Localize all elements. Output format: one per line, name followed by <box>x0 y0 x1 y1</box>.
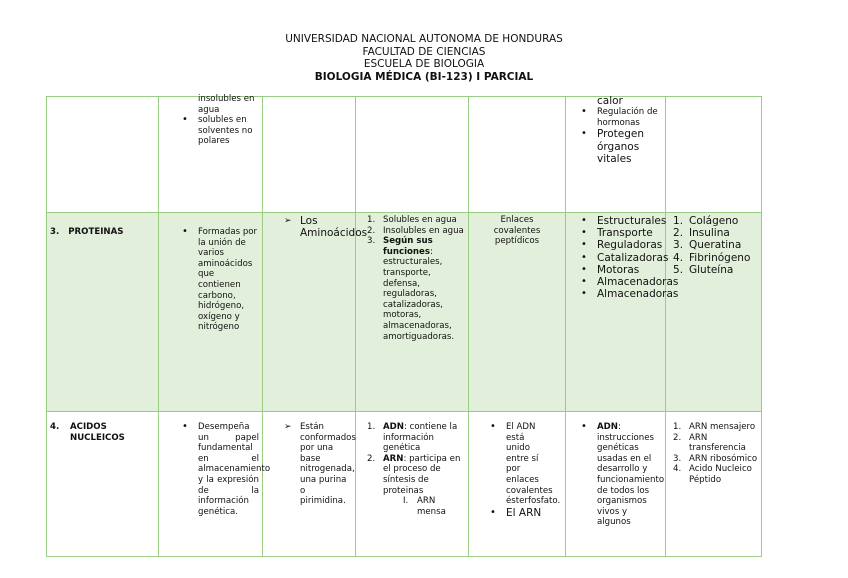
list-item: Colágeno <box>689 215 739 227</box>
list-item: • Regulación de hormonas <box>577 107 662 128</box>
list-item: • Protegen órganos vitales <box>577 128 662 165</box>
table-cell <box>469 213 566 412</box>
table-cell <box>469 97 566 213</box>
document-header <box>0 33 848 83</box>
school-name: ESCUELA DE BIOLOGIA <box>363 58 485 71</box>
list-item: Fibrinógeno <box>689 251 751 264</box>
table-cell <box>566 412 666 557</box>
table-cell <box>159 213 263 412</box>
list-item-text: : estructurales, transporte, defensa, reguladoras, catalizadoras, motoras, almacenadoras, amortiguadoras. <box>383 246 455 342</box>
list-item: • Desempeña un papel fundamental en el almacenamiento y la expresión de la información genética. <box>178 422 259 517</box>
list-item: • El ADN está unido entre sí por enlaces covalentes ésterfosfato. <box>486 422 548 507</box>
table-cell <box>566 213 679 412</box>
table-row <box>47 97 762 213</box>
bold-label: ARN <box>383 453 404 464</box>
biomolecules-table <box>46 96 762 557</box>
list-item: ➢ Los Aminoácidos <box>280 215 352 239</box>
list-item: • Catalizadoras <box>577 252 662 264</box>
bullet-list <box>162 227 259 333</box>
table-row <box>47 213 762 412</box>
list-item: • solubles en solventes no polares <box>178 115 259 147</box>
table-cell <box>666 97 762 213</box>
bullet-list <box>162 422 271 517</box>
row-number: 3. <box>50 227 60 237</box>
list-item: • Motoras <box>577 264 662 276</box>
list-item: Insulina <box>689 227 730 240</box>
list-item-text: : participa en el proceso de síntesis de proteinas <box>383 453 461 496</box>
list-item: ➢ Están conformados por una base nitrogenada, una purina o pirimidina. <box>280 422 352 507</box>
table-cell <box>356 97 469 213</box>
cell-text: Enlaces covalentes peptídicos <box>493 215 541 247</box>
list-item: • Transporte <box>577 227 662 239</box>
table-cell <box>566 97 666 213</box>
table-cell <box>263 213 368 412</box>
arrow-list <box>266 422 356 507</box>
list-item: Solubles en agua <box>383 215 457 225</box>
bold-label: ADN <box>383 422 404 432</box>
numbered-list <box>359 422 465 517</box>
numbered-list <box>669 215 758 276</box>
list-item <box>363 454 465 518</box>
bold-label: ADN <box>597 422 618 432</box>
row-name: ACIDOS NUCLEICOS <box>70 422 125 443</box>
list-item: I. ARN mensa <box>399 496 465 517</box>
university-name: UNIVERSIDAD NACIONAL AUTONOMA DE HONDURAS <box>285 33 563 45</box>
arrow-list <box>266 215 368 240</box>
table-cell <box>47 213 159 412</box>
list-item: Acido Nucleico Péptido <box>689 464 752 485</box>
table-cell <box>263 412 356 557</box>
list-item: ARN transferencia <box>689 432 746 454</box>
list-item-text: : instrucciones genéticas usadas en el desarrollo y funcionamiento de todos los organismos vivos y algunos <box>597 422 665 528</box>
list-item: • Formadas por la unión de varios aminoácidos que contienen carbono, hidrógeno, oxígeno y nitrógeno <box>178 227 259 333</box>
list-item: • Reguladoras <box>577 239 662 251</box>
sub-list <box>399 496 465 517</box>
table-cell <box>666 412 762 557</box>
numbered-list <box>669 422 758 486</box>
table-cell <box>666 213 762 412</box>
list-item: • El ARN <box>486 507 548 519</box>
table-cell <box>47 412 159 557</box>
list-item: • Almacenadoras <box>577 288 662 300</box>
list-item: • Estructurales <box>577 215 662 227</box>
faculty-name: FACULTAD DE CIENCIAS <box>362 45 486 58</box>
table-cell <box>356 213 469 412</box>
table-cell <box>47 97 159 213</box>
list-item: Insolubles en agua <box>383 225 464 236</box>
bullet-list <box>569 422 665 528</box>
cell-text: calor <box>597 95 623 107</box>
table-cell <box>159 94 263 213</box>
list-item <box>363 236 465 342</box>
bullet-list <box>569 215 679 301</box>
list-item: ARN mensajero <box>689 422 756 432</box>
row-name: PROTEINAS <box>68 227 124 237</box>
row-heading <box>50 422 155 443</box>
list-item <box>363 422 465 454</box>
bullet-list <box>162 115 259 147</box>
row-number: 4. <box>50 422 60 432</box>
list-item <box>577 422 665 528</box>
table-cell <box>159 412 271 557</box>
list-item: ARN ribosómico <box>689 453 758 464</box>
table-cell <box>263 97 356 213</box>
list-item: Gluteína <box>689 263 734 276</box>
table-row <box>47 412 762 557</box>
list-item-text: : contiene la información genética <box>383 422 458 454</box>
cell-text: insolubles en agua <box>198 94 255 115</box>
table-cell <box>469 412 566 557</box>
bullet-list <box>472 422 562 519</box>
bold-label: Según sus funciones <box>383 236 433 257</box>
bullet-list <box>569 107 662 165</box>
list-item: Queratina <box>689 239 742 252</box>
list-item: • Almacenadoras <box>577 276 662 288</box>
numbered-list <box>359 215 465 342</box>
table-cell <box>356 412 469 557</box>
course-title: BIOLOGIA MÉDICA (BI-123) I PARCIAL <box>314 70 534 83</box>
